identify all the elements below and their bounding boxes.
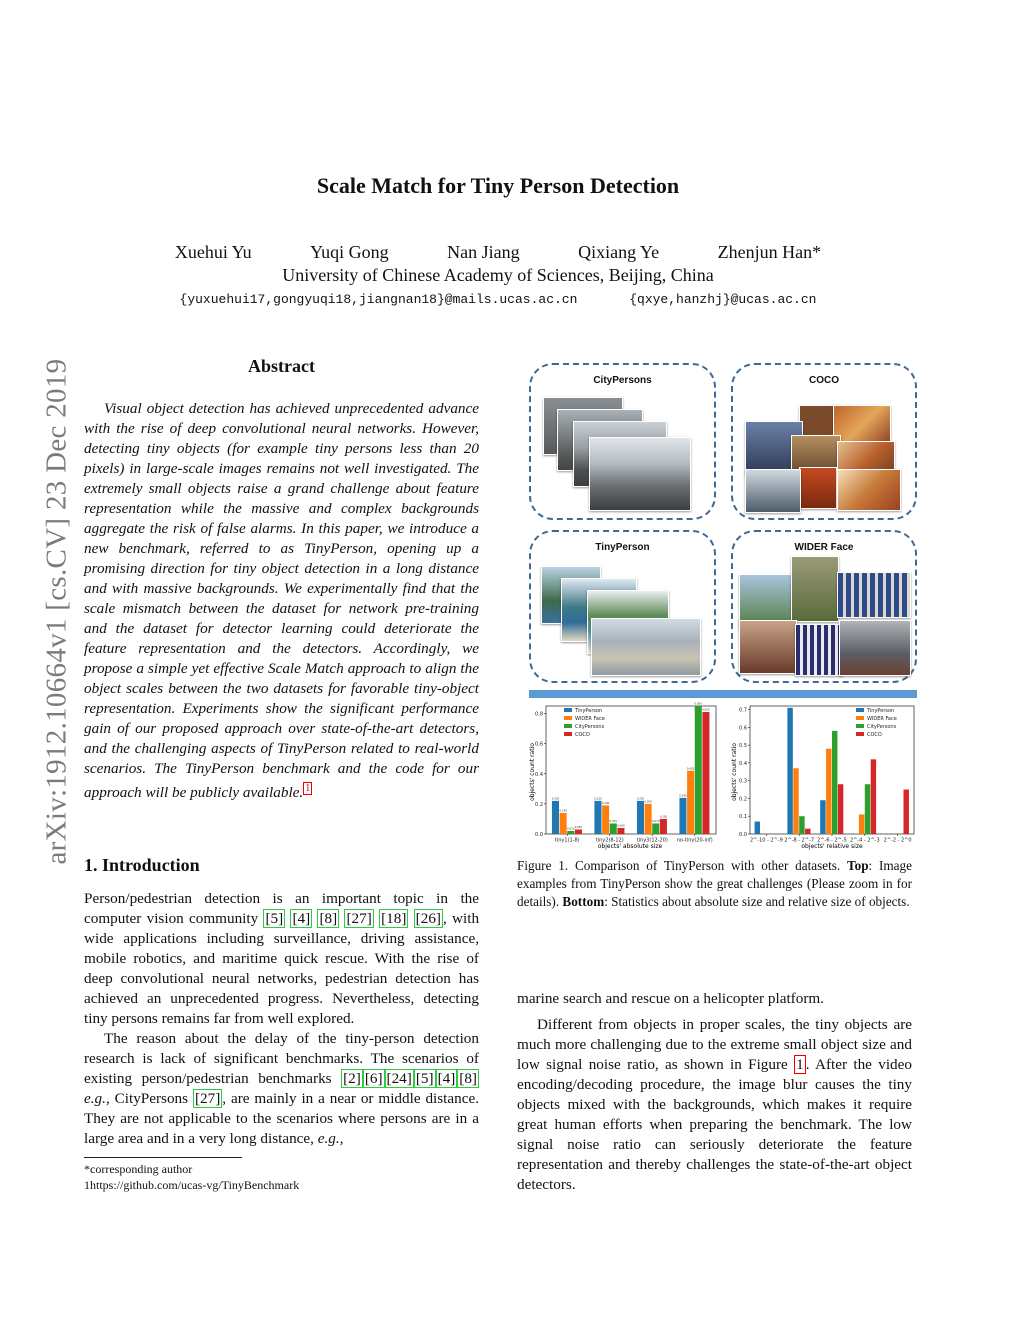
caption-emphasis: Top [847, 858, 869, 873]
bar-wider-face [560, 813, 567, 834]
crowd-photo [839, 620, 911, 676]
text-run: , with wide applications including surveillance, driving assistance, mobile robotics, and maritime quick rescue. With the rise of deep convolutional neural networks, pedestrian detection has achieved an unprecedented progress. Nevertheless, detecting tiny persons remains far from well explored. [84, 910, 480, 1027]
legend-swatch [856, 724, 864, 728]
panel-tinyperson [529, 530, 716, 683]
x-axis-label: objects' absolute size [597, 843, 663, 850]
x-tick-label: 2^-8 - 2^-7 [784, 837, 815, 844]
panel-wider-face [731, 530, 917, 683]
beach-photo [591, 618, 701, 676]
x-tick-label: 2^-4 - 2^-3 [849, 837, 880, 844]
market-photo [745, 469, 801, 513]
x-tick-label: 2^-2 - 2^0 [883, 837, 912, 844]
legend-entry: TinyPerson [575, 708, 603, 714]
y-tick-label: 0.7 [739, 707, 747, 714]
crowd-photo [739, 620, 797, 674]
author-name: Yuqi Gong [310, 242, 389, 262]
legend-swatch [856, 732, 864, 736]
paper-title: Scale Match for Tiny Person Detection [316, 173, 680, 198]
x-axis-label: objects' relative size [801, 843, 863, 850]
abstract-text: Visual object detection has achieved unprecedented advance with the rise of deep convolutional neural networks. However, detecting tiny objects (for example tiny persons less than 20 pixels) in large-scale images remains not well investigated. The extremely small objects raise a grand challenge about feature representation while the massive and complex backgrounds aggregate the risk of false alarms. In this paper, we introduce a new benchmark, referred to as TinyPerson, opening up a promising direction for tiny object detection in a long distance and with massive backgrounds. We experimentally find that the scale mismatch between the dataset for network pre-training and the dataset for detector learning could deteriorate the feature representation and the detectors. Accordingly, we propose a simple yet effective Scale Match approach to align the object scales between the two datasets for favorable tiny-object representation. Experiments show the significant performance gain of our proposed approach over state-of-the-art detectors, and the challenging aspects of TinyPerson related to real-world scenarios. The TinyPerson benchmark and the code for our approach will be publicly available. [84, 400, 479, 802]
legend-entry: TinyPerson [867, 708, 895, 714]
text-run: The reason about the delay of the tiny-person detection research is lack of significant benchmarks. The scenarios of existing person/pedestrian benchmarks [84, 1030, 479, 1087]
bar-citypersons [799, 816, 804, 834]
legend-entry: COCO [575, 732, 590, 738]
text-run: , are mainly in a near or middle distance. They are not applicable to the scenarios where persons are in a large area and in a very long distance, [84, 1090, 480, 1147]
bar-value-label: 0.100 [659, 815, 668, 819]
text-run: : Statistics about absolute size and relative size of objects. [604, 894, 910, 909]
legend-swatch [856, 708, 864, 712]
panel-label: COCO [809, 375, 839, 386]
citation-link[interactable]: [2] [343, 1070, 361, 1087]
y-tick-label: 0.1 [739, 814, 747, 821]
crowd-photo [837, 572, 911, 618]
text-run: . After the video encoding/decoding procedure, the image blur causes the tiny objects mixed with the backgrounds, which makes it require great human efforts when preparing the benchmark. The low signal noise ratio can seriously deteriorate the feature representation and thereby challenges the state-of-the-art object detectors. [517, 1056, 912, 1193]
x-tick-label: 2^-10 - 2^-9 [749, 837, 783, 844]
panel-label: CityPersons [593, 375, 652, 386]
author-name: Nan Jiang [447, 242, 520, 262]
street-photo [589, 437, 691, 511]
y-tick-label: 0.0 [739, 832, 747, 838]
email-group[interactable]: {yuxuehui17,gongyuqi18,jiangnan18}@mails.ucas.ac.cn [179, 292, 578, 307]
bar-tinyperson [820, 800, 825, 834]
abbrev: e.g. [317, 1130, 340, 1147]
bar-value-label: 0.420 [686, 767, 695, 771]
bar-citypersons [695, 706, 702, 834]
y-tick-label: 0.0 [535, 832, 543, 838]
bar-value-label: 0.040 [617, 824, 625, 828]
caption-emphasis: Bottom [562, 894, 605, 909]
citation-link[interactable]: [4] [292, 910, 311, 927]
citation-link[interactable]: [4] [437, 1070, 456, 1087]
chart-relative-size [728, 700, 918, 852]
bar-value-label: 0.850 [694, 702, 702, 706]
text-run: : Image examples from TinyPerson show the great challenges (Please zoom in for details). [517, 858, 912, 909]
abstract-body [84, 399, 479, 803]
figure-caption [517, 857, 912, 911]
paragraph: marine search and rescue on a helicopter platform. [517, 990, 824, 1007]
bar-value-label: 0.220 [551, 797, 560, 801]
food-photo [799, 467, 837, 509]
text-run: , CityPersons [105, 1090, 193, 1107]
bar-coco [617, 828, 624, 834]
legend-entry: WIDER Face [867, 716, 897, 722]
citation-link[interactable]: [5] [415, 1070, 434, 1087]
food-photo [837, 469, 901, 511]
text-run: , [339, 1130, 344, 1147]
bar-coco [871, 759, 876, 834]
citation-link[interactable]: [27] [194, 1090, 221, 1107]
bar-value-label: 0.240 [679, 794, 687, 798]
citation-link[interactable]: [27] [346, 910, 372, 927]
x-tick-label: tiny3(12-20) [636, 837, 668, 844]
y-tick-label: 0.4 [535, 771, 543, 778]
bar-value-label: 0.070 [609, 819, 617, 823]
y-tick-label: 0.6 [739, 725, 747, 732]
bar-wider-face [826, 749, 831, 834]
bar-citypersons [652, 823, 659, 834]
legend-swatch [856, 716, 864, 720]
crowd-photo [795, 624, 843, 676]
bar-wider-face [602, 805, 609, 834]
bar-coco [904, 790, 909, 834]
y-tick-label: 0.2 [739, 796, 747, 803]
bar-tinyperson [679, 798, 686, 834]
chart-legend [856, 708, 897, 738]
bar-wider-face [793, 768, 798, 834]
bar-value-label: 0.020 [567, 827, 575, 831]
bar-coco [805, 829, 810, 834]
legend-entry: WIDER Face [575, 716, 605, 722]
author-name: Xuehui Yu [174, 242, 252, 262]
legend-swatch [564, 716, 572, 720]
left-column-text [84, 889, 479, 1149]
paragraph [84, 889, 479, 1029]
panel-label: WIDER Face [794, 542, 854, 553]
bar-wider-face [687, 771, 694, 834]
email-group[interactable]: {qxye,hanzhj}@ucas.ac.cn [629, 292, 817, 307]
section-heading-introduction: 1. Introduction [84, 855, 200, 875]
caption-label: Figure 1. [517, 858, 569, 873]
email-line [0, 292, 996, 307]
y-tick-label: 0.3 [739, 778, 747, 785]
legend-swatch [564, 708, 572, 712]
footnote: *corresponding author [84, 1162, 193, 1176]
y-tick-label: 0.2 [535, 801, 543, 808]
bar-coco [702, 712, 709, 834]
bar-value-label: 0.140 [559, 809, 567, 813]
x-tick-label: tiny1(1-8) [554, 837, 580, 844]
bar-wider-face [645, 804, 652, 834]
bar-value-label: 0.030 [574, 825, 583, 829]
author-list [0, 242, 996, 263]
bar-coco [838, 784, 843, 834]
bar-value-label: 0.220 [636, 797, 645, 801]
y-tick-label: 0.5 [739, 743, 747, 750]
panel-coco [731, 363, 917, 520]
chart-legend [564, 708, 605, 738]
bar-citypersons [865, 784, 870, 834]
text-run: Person/pedestrian detection is an important topic in the computer vision community [84, 890, 479, 927]
bar-value-label: 0.070 [652, 819, 660, 823]
y-tick-label: 0.6 [535, 741, 543, 748]
legend-swatch [564, 724, 572, 728]
figure-divider-bar [529, 690, 917, 698]
bar-tinyperson [637, 801, 644, 834]
citation-link[interactable]: [24] [386, 1070, 412, 1087]
bar-citypersons [610, 823, 617, 834]
paragraph [84, 1029, 479, 1149]
abbrev: e.g. [84, 1090, 106, 1107]
crowd-photo [791, 556, 839, 622]
paragraph [517, 1015, 912, 1195]
legend-swatch [564, 732, 572, 736]
y-axis-label: objects' count ratio [731, 743, 738, 801]
legend-entry: CityPersons [867, 724, 897, 730]
bar-tinyperson [755, 822, 760, 834]
bar-value-label: 0.810 [702, 708, 710, 712]
bar-tinyperson [552, 801, 559, 834]
citation-link[interactable]: [18] [381, 910, 407, 927]
footnotes [84, 1161, 299, 1193]
legend-entry: COCO [867, 732, 882, 738]
bar-tinyperson [787, 708, 792, 834]
footnote-divider [84, 1157, 242, 1158]
legend-entry: CityPersons [575, 724, 605, 730]
bar-citypersons [832, 731, 837, 834]
bar-citypersons [567, 831, 574, 834]
figure-link[interactable]: 1 [796, 1056, 804, 1073]
author-name: Zhenjun Han* [717, 242, 822, 262]
bar-value-label: 0.190 [601, 801, 610, 805]
text-run: Different from objects in proper scales, the tiny objects are much more challenging due to the extreme small object size and low signal noise ratio, as shown in Figure [517, 1016, 912, 1073]
bar-coco [575, 829, 582, 834]
bar-coco [660, 819, 667, 834]
citation-link[interactable]: [8] [459, 1070, 477, 1087]
x-tick-label: tiny2(8-12) [595, 837, 624, 844]
panel-citypersons [529, 363, 716, 520]
bar-wider-face [859, 814, 864, 834]
panel-label: TinyPerson [595, 542, 650, 553]
abstract-heading: Abstract [248, 356, 315, 376]
x-tick-label: 2^-6 - 2^-5 [817, 837, 847, 844]
chart-absolute-size [524, 700, 718, 852]
bar-value-label: 0.200 [644, 800, 652, 804]
citation-link[interactable]: [26] [415, 910, 441, 927]
bar-tinyperson [594, 801, 601, 834]
text-run: Comparison of TinyPerson with other datasets. [568, 858, 848, 873]
y-tick-label: 0.8 [535, 711, 543, 718]
right-column-text [517, 989, 912, 1195]
footnote-link[interactable]: 1 [305, 783, 311, 794]
y-tick-label: 0.4 [739, 760, 747, 767]
footnote-url[interactable]: 1https://github.com/ucas-vg/TinyBenchmark [84, 1178, 300, 1192]
bar-value-label: 0.220 [594, 797, 602, 801]
citation-link[interactable]: [6] [364, 1070, 383, 1087]
y-axis-label: objects' count ratio [529, 743, 536, 801]
author-name: Qixiang Ye [578, 242, 660, 262]
arxiv-stamp: arXiv:1912.10664v1 [cs.CV] 23 Dec 2019 [40, 358, 73, 865]
citation-link[interactable]: [8] [319, 910, 338, 927]
x-tick-label: no-tiny(20-inf) [676, 837, 713, 844]
affiliation: University of Chinese Academy of Sciences, Beijing, China [282, 265, 714, 285]
citation-link[interactable]: [5] [265, 910, 284, 927]
